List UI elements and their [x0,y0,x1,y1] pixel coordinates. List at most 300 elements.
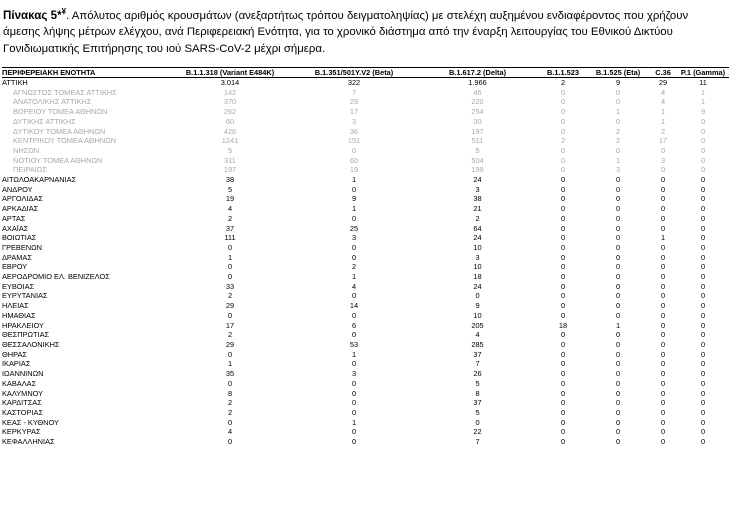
region-name-cell: ΒΟΡΕΙΟΥ ΤΟΜΕΑ ΑΘΗΝΩΝ [13,107,108,117]
count-cell: 0 [660,145,666,155]
count-cell: 2 [560,78,566,87]
count-cell: 1241 [221,136,239,146]
count-cell: 0 [660,349,666,359]
count-cell: 0 [615,223,621,233]
count-cell: 0 [700,407,706,417]
count-cell: 0 [615,339,621,349]
count-cell: 0 [475,291,480,301]
count-cell: 0 [560,330,566,340]
count-cell: 3 [615,165,621,175]
count-cell: 0 [560,281,566,291]
count-cell: 0 [351,310,357,320]
count-cell: 0 [660,398,666,408]
count-cell: 7 [475,359,480,369]
count-cell: 0 [700,155,706,165]
column-header: B.1.351/501Y.V2 (Beta) [292,68,416,78]
count-cell: 0 [615,330,621,340]
count-cell: 285 [471,339,484,349]
table-row [2,282,729,292]
count-cell: 0 [700,272,706,282]
count-cell: 0 [227,378,233,388]
count-cell: 0 [615,116,621,126]
count-cell: 0 [700,330,706,340]
count-cell: 0 [700,145,706,155]
count-cell: 0 [700,417,706,427]
count-cell: 1 [660,233,666,243]
count-cell: 10 [473,262,482,272]
count-cell: 3 [351,116,357,126]
count-cell: 0 [351,184,357,194]
count-cell: 0 [560,116,566,126]
count-cell: 0 [475,417,480,427]
caption-label: Πίνακας 5*¥ [3,7,67,22]
count-cell: 0 [615,145,621,155]
count-cell: 0 [560,223,566,233]
count-cell: 1 [351,175,357,185]
region-name-cell: ΗΜΑΘΙΑΣ [2,310,36,320]
count-cell: 0 [560,175,566,185]
count-cell: 0 [227,349,233,359]
count-cell: 0 [660,320,666,330]
count-cell: 2 [351,262,357,272]
count-cell: 511 [471,136,484,146]
count-cell: 0 [660,437,666,447]
count-cell: 0 [615,417,621,427]
count-cell: 0 [700,398,706,408]
count-cell: 0 [227,262,233,272]
count-cell: 0 [351,437,357,447]
table-row [2,311,729,321]
table-row [2,204,729,214]
count-cell: 0 [660,213,666,223]
count-cell: 311 [224,155,236,165]
count-cell: 18 [558,320,568,330]
table-row [2,359,729,369]
count-cell: 0 [560,107,566,117]
count-cell: 0 [615,378,621,388]
count-cell: 262 [223,107,237,117]
region-name-cell: ΑΝΑΤΟΛΙΚΗΣ ΑΤΤΙΚΗΣ [13,97,92,107]
count-cell: 370 [223,97,237,107]
count-cell: 0 [615,359,621,369]
count-cell: 0 [351,242,357,252]
count-cell: 0 [560,369,566,379]
count-cell: 220 [471,97,484,107]
region-name-cell: ΔΡΑΜΑΣ [2,252,32,262]
count-cell: 0 [560,388,566,398]
count-cell: 0 [700,320,706,330]
count-cell: 8 [475,388,480,398]
table-subrow [2,146,729,156]
region-name-cell: ΙΩΑΝΝΙΝΩΝ [2,369,44,379]
count-cell: 1 [660,116,666,126]
count-cell: 0 [560,417,566,427]
count-cell: 0 [560,242,566,252]
table-row [2,253,729,263]
table-subrow [2,127,729,137]
count-cell: 0 [615,281,621,291]
count-cell: 2 [475,213,480,223]
count-cell: 29 [225,301,235,311]
table-subrow [2,156,729,166]
count-cell: 0 [700,349,706,359]
count-cell: 3 [475,252,480,262]
count-cell: 1 [700,87,706,97]
count-cell: 0 [615,301,621,311]
count-cell: 0 [700,233,706,243]
region-name-cell: ΑΡΚΑΔΙΑΣ [2,204,39,214]
count-cell: 0 [700,213,706,223]
table-row [2,437,729,447]
table-subrow [2,165,729,175]
table-row [2,78,729,88]
region-name-cell: ΑΡΤΑΣ [2,213,26,223]
table-row [2,291,729,301]
count-cell: 0 [615,369,621,379]
column-header: B.1.1.523 [539,68,587,78]
column-header: B.1.617.2 (Delta) [416,68,539,78]
count-cell: 0 [700,242,706,252]
count-cell: 29 [225,339,235,349]
count-cell: 37 [473,398,482,408]
count-cell: 0 [660,262,666,272]
count-cell: 0 [660,359,666,369]
count-cell: 24 [473,233,482,243]
region-name-cell: ΕΥΒΟΙΑΣ [2,281,35,291]
count-cell: 0 [700,301,706,311]
count-cell: 197 [471,126,484,136]
count-cell: 0 [660,417,666,427]
region-name-cell: ΔΥΤΙΚΟΥ ΤΟΜΕΑ ΑΘΗΝΩΝ [13,126,106,136]
count-cell: 6 [351,320,357,330]
count-cell: 2 [227,291,233,301]
count-cell: 5 [475,378,480,388]
region-name-cell: ΘΕΣΠΡΩΤΙΑΣ [2,330,50,340]
count-cell: 0 [660,339,666,349]
region-name-cell: ΘΕΣΣΑΛΟΝΙΚΗΣ [2,339,60,349]
count-cell: 0 [615,437,621,447]
count-cell: 1 [351,349,357,359]
region-name-cell: ΚΕΑΣ - ΚΥΘΝΟΥ [2,417,59,427]
count-cell: 1.966 [468,78,487,87]
count-cell: 60 [349,155,359,165]
count-cell: 9 [700,107,706,117]
count-cell: 0 [700,194,706,204]
count-cell: 36 [349,126,359,136]
table-row [2,233,729,243]
count-cell: 29 [658,78,668,87]
count-cell: 0 [351,427,357,437]
count-cell: 0 [227,310,233,320]
count-cell: 1 [227,252,233,262]
region-name-cell: ΑΕΡΟΔΡΟΜΙΟ ΕΛ. ΒΕΝΙΖΕΛΟΣ [2,272,110,282]
count-cell: 0 [660,272,666,282]
count-cell: 0 [351,252,357,262]
count-cell: 0 [615,97,621,107]
count-cell: 3 [351,233,357,243]
count-cell: 0 [660,301,666,311]
table-subrow [2,136,729,146]
region-name-cell: ΑΙΤΩΛΟΑΚΑΡΝΑΝΙΑΣ [2,175,77,185]
count-cell: 37 [473,349,482,359]
region-name-cell: ΚΕΦΑΛΛΗΝΙΑΣ [2,437,55,447]
count-cell: 0 [615,310,621,320]
count-cell: 0 [615,388,621,398]
count-cell: 0 [560,301,566,311]
count-cell: 0 [615,407,621,417]
count-cell: 21 [473,204,482,214]
region-name-cell: ΓΡΕΒΕΝΩΝ [2,242,42,252]
count-cell: 0 [615,194,621,204]
count-cell: 0 [700,262,706,272]
count-cell: 10 [473,242,482,252]
count-cell: 29 [349,97,359,107]
table-row [2,262,729,272]
count-cell: 2 [227,407,233,417]
table-row [2,194,729,204]
count-cell: 1 [227,359,233,369]
count-cell: 0 [660,281,666,291]
region-name-cell: ΗΡΑΚΛΕΙΟΥ [2,320,44,330]
count-cell: 0 [615,175,621,185]
count-cell: 53 [349,339,359,349]
count-cell: 254 [471,107,484,117]
column-header: B.1.525 (Eta) [587,68,649,78]
count-cell: 0 [700,252,706,262]
count-cell: 1 [660,107,666,117]
count-cell: 0 [700,116,706,126]
count-cell: 0 [560,252,566,262]
region-name-cell: ΚΑΒΑΛΑΣ [2,378,37,388]
column-header: P.1 (Gamma) [677,68,729,78]
count-cell: 8 [227,388,233,398]
column-header: ΠΕΡΙΦΕΡΕΙΑΚΗ ΕΝΟΤΗΤΑ [2,68,168,78]
count-cell: 3 [351,369,357,379]
count-cell: 0 [660,242,666,252]
count-cell: 18 [473,272,482,282]
count-cell: 0 [615,349,621,359]
count-cell: 0 [700,136,706,146]
table-subrow [2,97,729,107]
count-cell: 0 [560,407,566,417]
count-cell: 0 [351,330,357,340]
count-cell: 0 [227,242,233,252]
count-cell: 0 [660,252,666,262]
count-cell: 205 [471,320,484,330]
table-caption [3,4,691,57]
count-cell: 0 [560,87,566,97]
count-cell: 0 [351,388,357,398]
count-cell: 0 [660,184,666,194]
count-cell: 0 [700,388,706,398]
count-cell: 0 [660,378,666,388]
table-row [2,389,729,399]
count-cell: 0 [660,223,666,233]
region-name-cell: ΕΒΡΟΥ [2,262,28,272]
table-row [2,369,729,379]
count-cell: 2 [660,126,666,136]
region-name-cell: ΗΛΕΙΑΣ [2,301,29,311]
count-cell: 1 [351,204,357,214]
count-cell: 17 [349,107,359,117]
count-cell: 1 [615,107,621,117]
table-row [2,418,729,428]
table-subrow [2,107,729,117]
count-cell: 0 [700,427,706,437]
region-name-cell: ΒΟΙΩΤΙΑΣ [2,233,37,243]
count-cell: 0 [700,184,706,194]
table-row [2,224,729,234]
count-cell: 0 [700,281,706,291]
region-name-cell: ΚΑΡΔΙΤΣΑΣ [2,398,42,408]
count-cell: 0 [660,310,666,320]
count-cell: 2 [227,330,233,340]
count-cell: 322 [347,78,361,87]
count-cell: 26 [473,369,482,379]
count-cell: 7 [475,437,480,447]
count-cell: 142 [223,87,237,97]
region-name-cell: ΚΑΛΥΜΝΟΥ [2,388,44,398]
count-cell: 35 [225,369,235,379]
count-cell: 504 [471,155,484,165]
count-cell: 25 [349,223,359,233]
count-cell: 0 [227,437,233,447]
count-cell: 17 [658,136,668,146]
count-cell: 0 [560,184,566,194]
count-cell: 22 [473,427,482,437]
table-row [2,185,729,195]
table-subrow [2,88,729,98]
count-cell: 4 [475,330,480,340]
count-cell: 3 [475,184,480,194]
table-subrow [2,117,729,127]
count-cell: 24 [473,281,482,291]
count-cell: 0 [351,291,357,301]
count-cell: 0 [615,272,621,282]
variants-table [2,67,729,447]
count-cell: 0 [351,378,357,388]
count-cell: 1 [615,155,621,165]
count-cell: 0 [615,213,621,223]
count-cell: 4 [660,97,666,107]
count-cell: 0 [560,97,566,107]
caption-label-sup: ¥ [61,7,67,16]
count-cell: 111 [224,233,236,243]
count-cell: 0 [560,349,566,359]
table-row [2,427,729,437]
count-cell: 0 [700,369,706,379]
count-cell: 19 [349,165,359,175]
count-cell: 0 [700,165,706,175]
count-cell: 0 [615,398,621,408]
count-cell: 5 [227,184,233,194]
count-cell: 1 [615,320,621,330]
count-cell: 24 [473,175,482,185]
count-cell: 0 [615,427,621,437]
count-cell: 0 [700,223,706,233]
region-name-cell: ΚΑΣΤΟΡΙΑΣ [2,407,44,417]
count-cell: 1 [351,417,357,427]
column-header: C.36 [649,68,677,78]
table-row [2,330,729,340]
count-cell: 0 [700,126,706,136]
table-row [2,175,729,185]
region-name-cell: ΝΟΤΙΟΥ ΤΟΜΕΑ ΑΘΗΝΩΝ [13,155,103,165]
count-cell: 0 [560,165,566,175]
table-row [2,301,729,311]
count-cell: 2 [227,213,233,223]
count-cell: 0 [615,204,621,214]
table-row [2,398,729,408]
region-name-cell: ΘΗΡΑΣ [2,349,27,359]
count-cell: 0 [351,398,357,408]
count-cell: 2 [560,136,566,146]
count-cell: 0 [700,359,706,369]
count-cell: 4 [227,427,233,437]
count-cell: 0 [560,310,566,320]
caption-text: . Απόλυτος αριθμός κρουσμάτων (ανεξαρτήτως τρόπου δειγματοληψίας) με στελέχη αυξημένου ενδιαφέροντος που χρήζουν άμεσης λήψης μέτρων ελέγχου, ανά Περιφερειακή Ενότητα, για το χρονικό διάστημα από την έναρξη λειτουργίας του Εθνικού Δικτύου Γονιδιωματικής Επιτήρησης του ιού SARS-CoV-2 μέχρι σήμερα. [3,9,689,55]
count-cell: 0 [615,291,621,301]
region-name-cell: ΝΗΣΩΝ [13,145,40,155]
table-row [2,272,729,282]
count-cell: 0 [351,145,357,155]
count-cell: 0 [227,417,233,427]
column-header: B.1.1.318 (Variant E484K) [168,68,292,78]
table-row [2,243,729,253]
count-cell: 14 [349,301,359,311]
table-row [2,350,729,360]
count-cell: 0 [660,427,666,437]
region-name-cell: ΑΧΑΪΑΣ [2,223,29,233]
count-cell: 11 [699,78,707,87]
count-cell: 4 [351,281,357,291]
count-cell: 0 [700,310,706,320]
count-cell: 0 [560,262,566,272]
count-cell: 0 [227,272,233,282]
count-cell: 0 [660,175,666,185]
count-cell: 0 [660,330,666,340]
count-cell: 4 [227,204,233,214]
count-cell: 426 [223,126,237,136]
count-cell: 38 [225,175,235,185]
count-cell: 0 [700,437,706,447]
region-name-cell: ΑΝΔΡΟΥ [2,184,33,194]
count-cell: 37 [225,223,235,233]
count-cell: 2 [227,398,233,408]
region-name-cell: ΑΓΝΩΣΤΟΣ ΤΟΜΕΑΣ ΑΤΤΙΚΗΣ [13,87,117,97]
count-cell: 7 [351,87,357,97]
count-cell: 2 [615,126,621,136]
count-cell: 9 [475,301,480,311]
count-cell: 5 [227,145,233,155]
count-cell: 0 [560,272,566,282]
count-cell: 3.014 [220,78,240,87]
count-cell: 0 [560,194,566,204]
region-name-cell: ΑΡΓΟΛΙΔΑΣ [2,194,43,204]
count-cell: 0 [351,213,357,223]
count-cell: 0 [660,407,666,417]
count-cell: 9 [615,78,621,87]
count-cell: 0 [660,204,666,214]
count-cell: 10 [473,310,482,320]
count-cell: 38 [473,194,482,204]
count-cell: 60 [225,116,235,126]
count-cell: 0 [351,407,357,417]
table-row [2,214,729,224]
count-cell: 0 [560,145,566,155]
count-cell: 0 [660,369,666,379]
count-cell: 17 [225,320,235,330]
